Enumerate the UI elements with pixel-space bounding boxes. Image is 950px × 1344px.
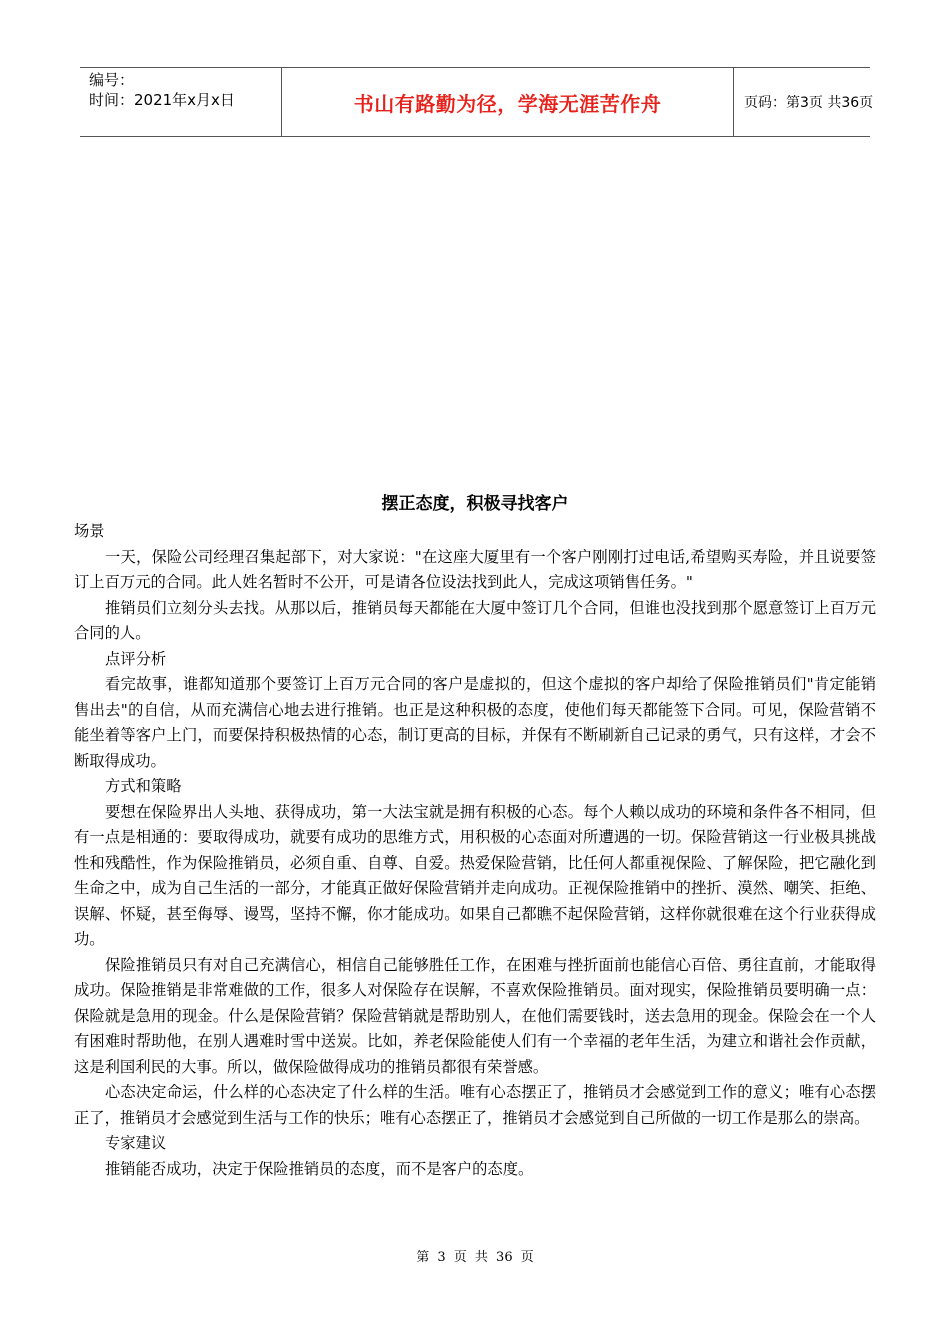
header-motto-cell [282,68,734,136]
section-heading-analysis: 点评分析 [105,649,167,668]
paragraph: 推销员们立刻分头去找。从那以后，推销员每天都能在大厦中签订几个合同，但谁也没找到那个愿意签订上百万元合同的人。 [74,598,876,642]
paragraph: 保险推销员只有对自己充满信心，相信自己能够胜任工作，在困难与挫折面前也能信心百倍、勇往直前，才能取得成功。保险推销是非常难做的工作，很多人对保险存在误解，不喜欢保险推销员。面对现实，保险推销员要明确一点：保险就是急用的现金。什么是保险营销？保险营销就是帮助别人，在他们需要钱时，送去急用的现金。保险会在一个人有困难时帮助他，在别人遇难时雪中送炭。比如，养老保险能使人们有一个幸福的老年生活，为建立和谐社会作贡献，这是利国利民的大事。所以，做保险做得成功的推销员都很有荣誉感。 [74,955,876,1076]
section-heading-advice: 专家建议 [105,1134,167,1152]
page-footer-number: 第 3 页 共 36 页 [416,1250,534,1265]
paragraph: 心态决定命运，什么样的心态决定了什么样的生活。唯有心态摆正了，推销员才会感觉到工作的意义；唯有心态摆正了，推销员才会感觉到生活与工作的快乐；唯有心态摆正了，推销员才会感觉到自己所做的一切工作是那么的崇高。 [74,1083,876,1127]
paragraph: 一天，保险公司经理召集起部下，对大家说："在这座大厦里有一个客户刚刚打过电话,希望购买寿险，并且说要签订上百万元的合同。此人姓名暂时不公开，可是请各位设法找到此人，完成这项销售任务。" [74,547,876,591]
document-date-label: 时间：2021年x月x日 [89,91,235,109]
article [74,490,876,1182]
document-number-label: 编号： [89,71,135,89]
section-heading-strategy: 方式和策略 [105,777,182,795]
article-title: 摆正态度，积极寻找客户 [381,494,569,514]
paragraph: 推销能否成功，决定于保险推销员的态度，而不是客户的态度。 [105,1159,534,1178]
header-motto: 书山有路勤为径，学海无涯苦作舟 [353,91,662,116]
header-meta [80,68,282,136]
paragraph-scene-heading: 场景 [74,522,105,540]
page-header [80,67,874,137]
paragraph: 看完故事，谁都知道那个要签订上百万元合同的客户是虚拟的，但这个虚拟的客户却给了保险推销员们"肯定能销售出去"的自信，从而充满信心地去进行推销。也正是这种积极的态度，使他们每天都能签下合同。可见，保险营销不能坐着等客户上门，而要保持积极热情的心态，制订更高的目标，并保有不断刷新自己记录的勇气，只有这样，才会不断取得成功。 [74,675,876,770]
header-page-info: 页码：第3页 共36页 [744,95,874,111]
paragraph: 要想在保险界出人头地、获得成功，第一大法宝就是拥有积极的心态。每个人赖以成功的环境和条件各不相同，但有一点是相通的：要取得成功，就要有成功的思维方式，用积极的心态面对所遭遇的一切。保险营销这一行业极具挑战性和残酷性，作为保险推销员，必须自重、自尊、自爱。热爱保险营销，比任何人都重视保险、了解保险，把它融化到生命之中，成为自己生活的一部分，才能真正做好保险营销并走向成功。正视保险推销中的挫折、漠然、嘲笑、拒绝、误解、怀疑，甚至侮辱、谩骂，坚持不懈，你才能成功。如果自己都瞧不起保险营销，这样你就很难在这个行业获得成功。 [74,802,876,948]
